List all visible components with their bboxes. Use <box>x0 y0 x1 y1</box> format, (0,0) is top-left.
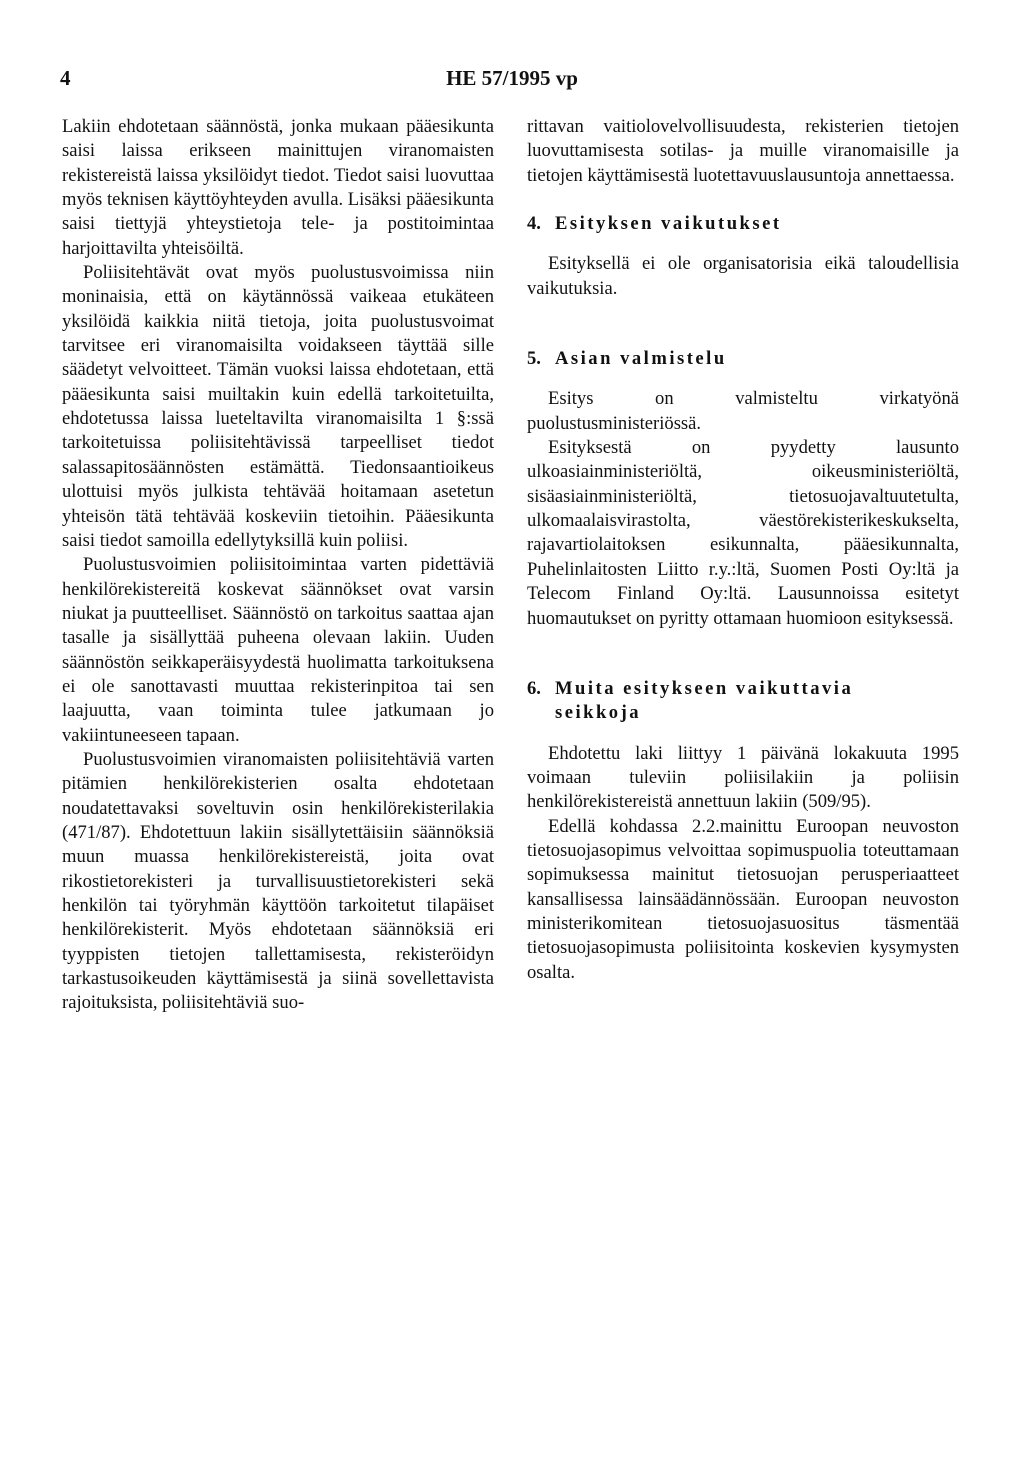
section-title <box>555 677 853 726</box>
paragraph: Lakiin ehdotetaan säännöstä, jonka mukaan pääesikunta saisi laissa erikseen mainittujen viranomaisten rekistereistä laissa yksilöidyt tiedot. Tiedot saisi luovuttaa myös teknisen käyttöyhteyden avulla. Lisäksi pääesikunta saisi tiettyjä yhteystietoja tele- ja postitoimintaa harjoittavilta yhteisöiltä. <box>62 116 494 259</box>
section-heading-6 <box>527 677 959 726</box>
paragraph: Esityksestä on pyydetty lausunto ulkoasiainministeriöltä, oikeusministeriöltä, sisäasiainministeriöltä, tietosuojavaltuutetulta, ulkomaalaisvirastolta, väestörekisterikeskukselta, rajavartiolaitoksen esikunnalta, pääesikunnalta, Puhelinlaitosten Liitto r.y.:ltä, Suomen Posti Oy:ltä ja Telecom Finland Oy:ltä. Lausunnoissa esitetyt huomautukset on pyritty ottamaan huomioon esityksessä. <box>527 437 959 629</box>
section-heading-4 <box>527 212 959 236</box>
section-heading-5 <box>527 347 959 371</box>
document-title: HE 57/1995 vp <box>446 66 578 90</box>
paragraph: Puolustusvoimien poliisitoimintaa varten pidettäviä henkilörekistereitä koskevat säännökset ovat varsin niukat ja puutteelliset. Säännöstö on tarkoitus saattaa ajan tasalle ja sisällyttää puheena olevaan lakiin. Uuden säännöstön seikkaperäisyydestä huolimatta tarkoituksena ei ole sanottavasti muuttaa rekisterinpitoa tai sen laajuutta, vaan toiminta tulee jatkumaan jo vakiintuneeseen tapaan. <box>62 554 494 746</box>
page-number: 4 <box>60 66 71 90</box>
continued-paragraph: rittavan vaitiolovelvollisuudesta, rekisterien tietojen luovuttamisesta sotilas- ja muille viranomaisille ja tietojen käyttämisestä luotettavuuslausuntoja annettaessa. <box>527 116 959 186</box>
paragraph: Poliisitehtävät ovat myös puolustusvoimissa niin moninaisia, että on käytännössä vaikeaa etukäteen yksilöidä kaikkia niitä tietoja, joita puolustusvoimat tarvitsee eri viranomaisilta voidakseen täyttää sille säädetyt velvoitteet. Tämän vuoksi laissa ehdotetaan, että pääesikunta saisi muiltakin kuin edellä tarkoitetuilta, ehdotetussa laissa lueteltavilta viranomaisilta 1 §:ssä tarkoitetuissa poliisitehtävissä tarpeelliset tiedot salassapitosäännösten estämättä. Tiedonsaantioikeus ulottuisi myös julkista tehtävää hoitamaan asetetun yhteisön tätä tehtävää koskeviin tietoihin. Pääesikunta saisi tiedot samoilla edellytyksillä kuin poliisi. <box>62 262 494 551</box>
section-number: 6. <box>527 677 541 699</box>
paragraph: Esitys on valmisteltu virkatyönä puolustusministeriössä. <box>527 388 959 434</box>
paragraph: Puolustusvoimien viranomaisten poliisitehtäviä varten pitämien henkilörekisterien osalta ehdotetaan noudatettavaksi soveltuvin osin henkilörekisterilakia (471/87). Ehdotettuun lakiin sisällytettäisiin säännöksiä muun muassa henkilörekistereistä, joita ovat rikostietorekisteri ja turvallisuustietorekisteri sekä henkilön tai työryhmän käyttöön tarkoitetut tilapäiset henkilörekisterit. Myös ehdotetaan säännöksiä eri tyyppisten tietojen tallettamisesta, rekisteröidyn tarkastusoikeuden käyttämisestä ja siinä sovellettavista rajoituksista, poliisitehtäviä suo- <box>62 748 494 1014</box>
paragraph: Esityksellä ei ole organisatorisia eikä taloudellisia vaikutuksia. <box>527 253 959 299</box>
paragraph: Edellä kohdassa 2.2.mainittu Euroopan neuvoston tietosuojasopimus velvoittaa sopimuspuolia toteuttamaan sopimuksessa mainitut tietosuojan perusperiaatteet kansallisessa lainsäädännössään. Euroopan neuvoston ministerikomitean tietosuojasuositus täsmentää tietosuojasopimusta poliisitointa koskevien kysymysten osalta. <box>527 815 959 983</box>
right-column <box>527 115 959 985</box>
section-title-line: Muita esitykseen vaikuttavia <box>554 677 854 699</box>
left-column <box>62 115 494 1016</box>
section-title: Esityksen vaikutukset <box>554 213 782 235</box>
section-title: Asian valmistelu <box>554 348 727 370</box>
section-number: 4. <box>527 213 541 235</box>
section-title-line: seikkoja <box>554 702 642 724</box>
paragraph: Ehdotettu laki liittyy 1 päivänä lokakuuta 1995 voimaan tuleviin poliisilakiin ja poliisin henkilörekistereistä annettuun lakiin (509/95). <box>527 742 959 813</box>
section-number: 5. <box>527 348 541 370</box>
